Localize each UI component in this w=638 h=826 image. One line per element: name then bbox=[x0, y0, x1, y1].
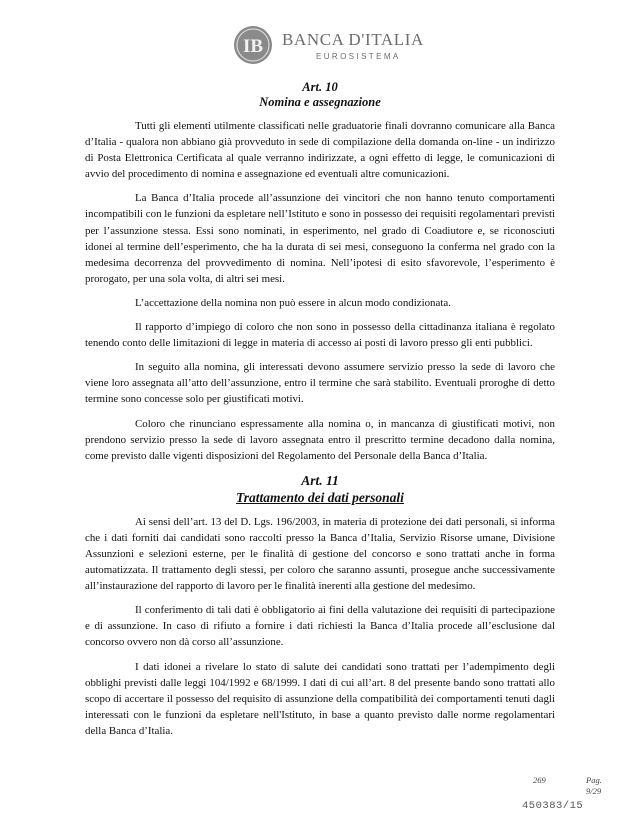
brand-name: BANCA D'ITALIA bbox=[282, 30, 424, 49]
article-subtitle: Nomina e assegnazione bbox=[259, 95, 381, 109]
article-11 bbox=[85, 472, 555, 739]
page-header bbox=[0, 22, 638, 66]
article-title: Art. 11 bbox=[301, 472, 339, 488]
article-subtitle bbox=[85, 489, 555, 506]
paragraph: Tutti gli elementi utilmente classificati nelle graduatorie finali dovranno comunicare alla Banca d’Italia - qualora non abbiano già provveduto in sede di compilazione della domanda on-line - un indirizzo di Posta Elettronica Certificata al quale verranno indirizzate, a ogni effetto di legge, le comunicazioni di avvio del procedimento di nomina e assegnazione ed eventuali altre comunicazioni. bbox=[85, 120, 555, 181]
paragraph: I dati idonei a rivelare lo stato di salute dei candidati sono trattati per l’adempimento degli obblighi previsti dalle leggi 104/1992 e 68/1999. I dati di cui all’art. 8 del presente bando sono trattati allo scopo di accertare il possesso del requisito di assunzione della compatibilità dei comportamenti tenuti dagli interessati con le funzioni da espletare nell'Istituto, in base a quanto previsto dalle norme regolamentari della Banca d’Italia. bbox=[85, 660, 555, 737]
paragraph: La Banca d’Italia procede all’assunzione dei vincitori che non hanno tenuto comportamenti incompatibili con le funzioni da espletare nell’Istituto e sono in possesso dei requisiti regolamentari previsti per l’assunzione stessa. Essi sono nominati, in esperimento, nel grado di Coadiutore e, se riconosciuti idonei al termine dell’esperimento, che ha la durata di sei mesi, conseguono la conferma nel grado con la medesima decorrenza del provvedimento di nomina. Nell’ipotesi di esito sfavorevole, l’esperimento è prorogato, per una sola volta, di altri sei mesi. bbox=[85, 192, 555, 285]
paragraph: Ai sensi dell’art. 13 del D. Lgs. 196/2003, in materia di protezione dei dati personali, si informa che i dati forniti dai candidati sono raccolti presso la Banca d’Italia, Servizio Risorse umane, Divisione Assunzioni e selezioni esterne, per le finalità di gestione del concorso e sono trattati anche in forma automatizzata. Il trattamento degli stessi, per coloro che saranno assunti, prosegue anche successivamente all’instaurazione del rapporto di lavoro per le finalità inerenti alla gestione del medesimo. bbox=[85, 515, 555, 593]
paragraph: Il conferimento di tali dati è obbligatorio ai fini della valutazione dei requisiti di partecipazione e di assunzione. In caso di rifiuto a fornire i dati richiesti la Banca d’Italia procede all’esclusione dal concorso ovvero non dà corso all’assunzione. bbox=[85, 604, 555, 649]
paragraph: L’accettazione della nomina non può essere in alcun modo condizionata. bbox=[135, 296, 451, 309]
page-indicator bbox=[586, 775, 602, 797]
footer-number: 269 bbox=[533, 775, 546, 785]
bank-logo-icon bbox=[233, 25, 273, 65]
page-label: Pag. bbox=[586, 775, 602, 785]
svg-text:IB: IB bbox=[242, 36, 264, 57]
paragraph: Coloro che rinunciano espressamente alla nomina o, in mancanza di giustificati motivi, non prendono servizio presso la sede di lavoro assegnata entro il prescritto termine decadono dalla nomina, come previsto dalle vigenti disposizioni del Regolamento del Personale della Banca d’Italia. bbox=[85, 417, 555, 462]
page-value: 9/29 bbox=[586, 786, 602, 796]
paragraph: Il rapporto d’impiego di coloro che non sono in possesso della cittadinanza italiana è regolato tenendo conto delle limitazioni di legge in materia di accesso ai posti di lavoro presso gli enti pubblici. bbox=[85, 321, 555, 350]
document-body bbox=[85, 80, 555, 747]
document-code: 450383/15 bbox=[522, 800, 584, 812]
article-subtitle-text: Trattamento dei dati personali bbox=[236, 489, 404, 505]
brand-subtitle: EUROSISTEMA bbox=[316, 52, 401, 61]
article-title: Art. 10 bbox=[302, 80, 338, 94]
article-10 bbox=[85, 80, 555, 464]
paragraph: In seguito alla nomina, gli interessati devono assumere servizio presso la sede di lavoro che viene loro assegnata all’atto dell’assunzione, entro il termine che sarà stabilito. Eventuali proroghe di detto termine sono concesse solo per giustificati motivi. bbox=[85, 361, 555, 406]
